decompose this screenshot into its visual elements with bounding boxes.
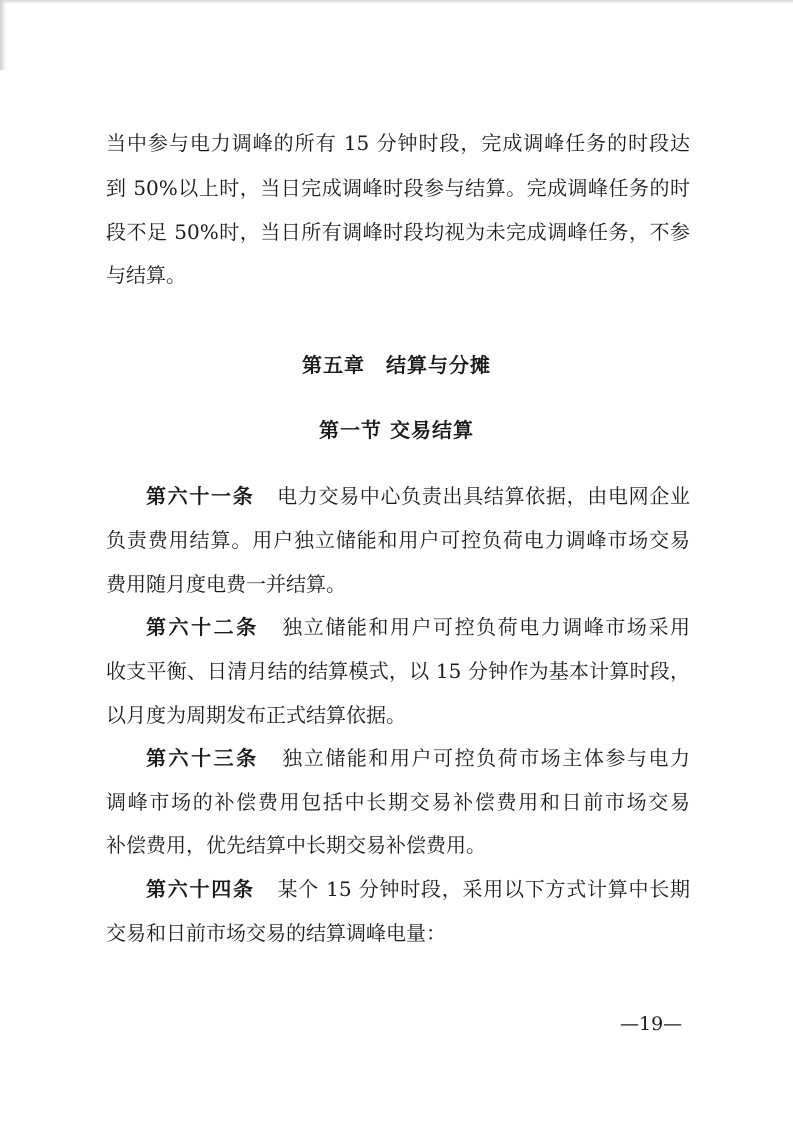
article-label: 第六十四条 [146, 877, 255, 901]
article-label: 第六十二条 [146, 615, 259, 639]
article-text: 电力交易中心负责出具结算依据，由电网企业 [276, 484, 691, 508]
article-first-line [146, 614, 690, 640]
article-label: 第六十一条 [146, 484, 255, 508]
paragraph-line: 以月度为周期发布正式结算依据。 [106, 703, 406, 727]
paragraph-line: 交易和日前市场交易的结算调峰电量： [106, 921, 446, 945]
article-first-line [146, 745, 690, 771]
article-text: 独立储能和用户可控负荷市场主体参与电力 [280, 746, 691, 770]
article-text: 某个 15 分钟时段，采用以下方式计算中长期 [276, 877, 690, 901]
page-number: —19— [620, 1013, 683, 1035]
section-title: 第一节 交易结算 [319, 418, 474, 442]
paragraph-line: 段不足 50%时，当日所有调峰时段均视为未完成调峰任务，不参 [106, 220, 690, 244]
paragraph-line: 与结算。 [106, 263, 186, 287]
article-label: 第六十三条 [146, 746, 259, 770]
paragraph-line: 调峰市场的补偿费用包括中长期交易补偿费用和日前市场交易 [106, 790, 690, 814]
scan-edge-top [0, 0, 793, 4]
scan-edge-left [0, 0, 6, 70]
paragraph-line: 负责费用结算。用户独立储能和用户可控负荷电力调峰市场交易 [106, 528, 690, 552]
article-first-line [146, 876, 690, 902]
paragraph-line: 到 50%以上时，当日完成调峰时段参与结算。完成调峰任务的时 [106, 176, 690, 200]
paragraph-line: 当中参与电力调峰的所有 15 分钟时段，完成调峰任务的时段达 [106, 131, 690, 155]
paragraph-line: 收支平衡、日清月结的结算模式，以 15 分钟作为基本计算时段， [106, 659, 690, 683]
article-text: 独立储能和用户可控负荷电力调峰市场采用 [280, 615, 691, 639]
chapter-title: 第五章 结算与分摊 [302, 353, 491, 377]
paragraph-line: 费用随月度电费一并结算。 [106, 572, 346, 596]
article-first-line [146, 483, 690, 509]
paragraph-line: 补偿费用，优先结算中长期交易补偿费用。 [106, 833, 486, 857]
